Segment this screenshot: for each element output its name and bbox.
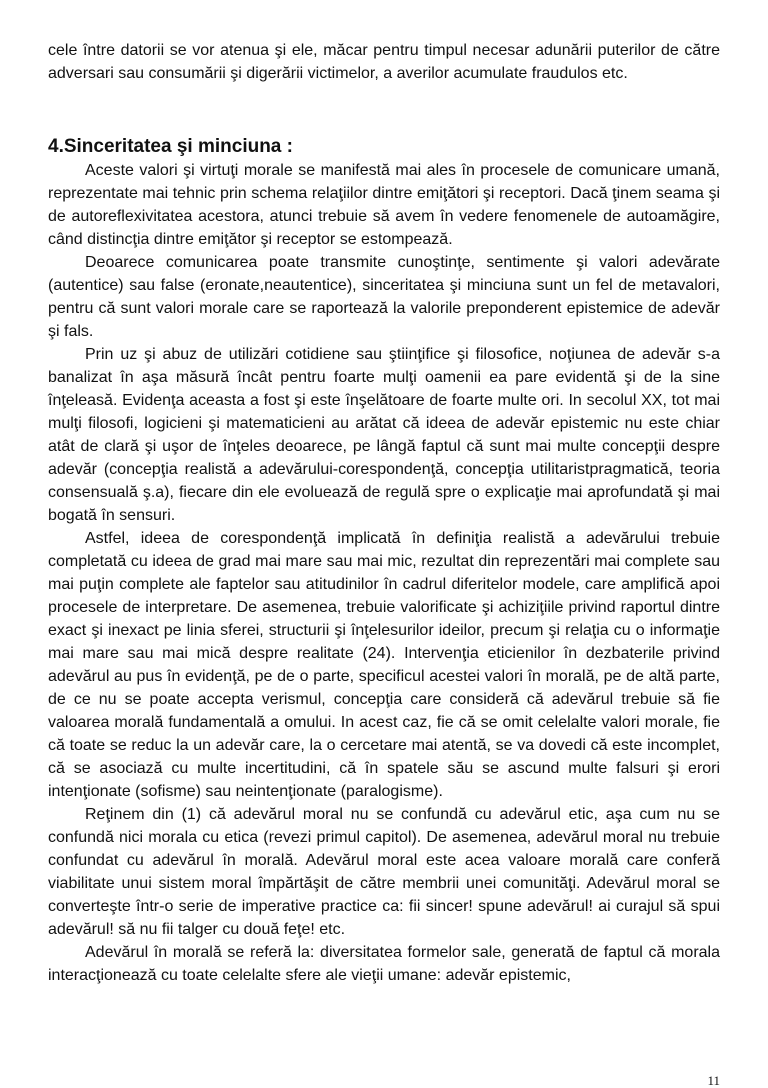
paragraph-4: Astfel, ideea de corespondenţă implicată în definiţia realistă a adevărului trebuie completată cu ideea de grad mai mare sau mai mic, rezultat din reprezentări mai complete sau mai puţin complete ale faptelor sau atitudinilor în cadrul diferitelor modele, care amplifică apoi procesele de interpretare. De asemenea, trebuie valorificate şi achiziţiile privind raportul dintre exact şi inexact pe linia sferei, structurii şi înţelesurilor ideilor, precum şi relaţia cu o informaţie mai mare sau mai mică despre realitate (24). Intervenţia eticienilor în dezbaterile privind adevărul au pus în evidenţă, pe de o parte, specificul acestei valori în morală, pe de altă parte, de ce nu se poate accepta verismul, concepţia care consideră că adevărul trebuie să fie valoarea morală fundamentală a omului. In acest caz, fie că se omit celelalte valori morale, fie că toate se reduc la un adevăr care, la o cercetare mai atentă, se va dovedi că este incomplet, că se asociază cu multe incertitudini, că în spatele său se ascund multe falsuri şi erori intenţionate (sofisme) sau neintenţionate (paralogisme). xyxy=(48,530,720,800)
paragraph-6: Adevărul în morală se referă la: diversitatea formelor sale, generată de faptul că morala interacţionează cu toate celelalte sfere ale vieţii umane: adevăr epistemic, xyxy=(48,944,720,984)
section-heading: 4.Sinceritatea şi minciuna : xyxy=(48,136,293,157)
paragraph-1: Aceste valori şi virtuţi morale se manifestă mai ales în procesele de comunicare umană, reprezentate mai tehnic prin schema relaţiilor dintre emiţători şi receptori. Dacă ţinem seama şi de autoreflexivitatea acestora, atunci trebuie să avem în vedere fenomenele de autoamăgire, când distincţia dintre emiţător şi receptor se estompează. xyxy=(48,162,720,248)
paragraph-5: Reţinem din (1) că adevărul moral nu se confundă cu adevărul etic, aşa cum nu se confundă nici morala cu etica (revezi primul capitol). De asemenea, adevărul moral nu trebuie confundat cu adevărul în morală. Adevărul moral este acea valoare morală care conferă viabilitate unui sistem moral împărtăşit de către membrii unei comunităţi. Adevărul moral se converteşte într-o serie de imperative practice ca: fii sincer! spune adevărul! ai curajul să spui adevărul! să nu fii talger cu două feţe! etc. xyxy=(48,806,720,938)
paragraph-3: Prin uz şi abuz de utilizări cotidiene sau ştiinţifice şi filosofice, noţiunea de adevăr s-a banalizat în aşa măsură încât pentru foarte mulţi oamenii ea pare evidentă şi de la sine înţeleasă. Evidenţa aceasta a fost şi este înşelătoare de foarte multe ori. In secolul XX, tot mai mulţi filosofi, logicieni şi matematicieni au arătat că ideea de adevăr epistemic nu este chiar atât de clară şi uşor de înţeles deoarece, pe lângă faptul că sunt mai multe concepţii despre adevăr (concepţia realistă a adevărului-corespondenţă, concepţia utilitaristpragmatică, teoria consensuală ş.a), fiecare din ele evoluează de regulă spre o explicaţie mai aprofundată şi mai bogată în sensuri. xyxy=(48,346,720,524)
page-number: 11 xyxy=(707,1073,720,1088)
paragraph-2: Deoarece comunicarea poate transmite cunoştinţe, sentimente şi valori adevărate (autentice) sau false (eronate,neautentice), sinceritatea şi minciuna sunt un fel de metavalori, pentru că sunt valori morale care se raportează la valorile preponderent epistemice de adevăr şi fals. xyxy=(48,254,720,340)
document-page xyxy=(48,39,720,987)
paragraph-continued: cele între datorii se vor atenua şi ele, măcar pentru timpul necesar adunării puterilor de către adversari sau consumării şi digerării victimelor, a averilor acumulate fraudulos etc. xyxy=(48,42,720,82)
